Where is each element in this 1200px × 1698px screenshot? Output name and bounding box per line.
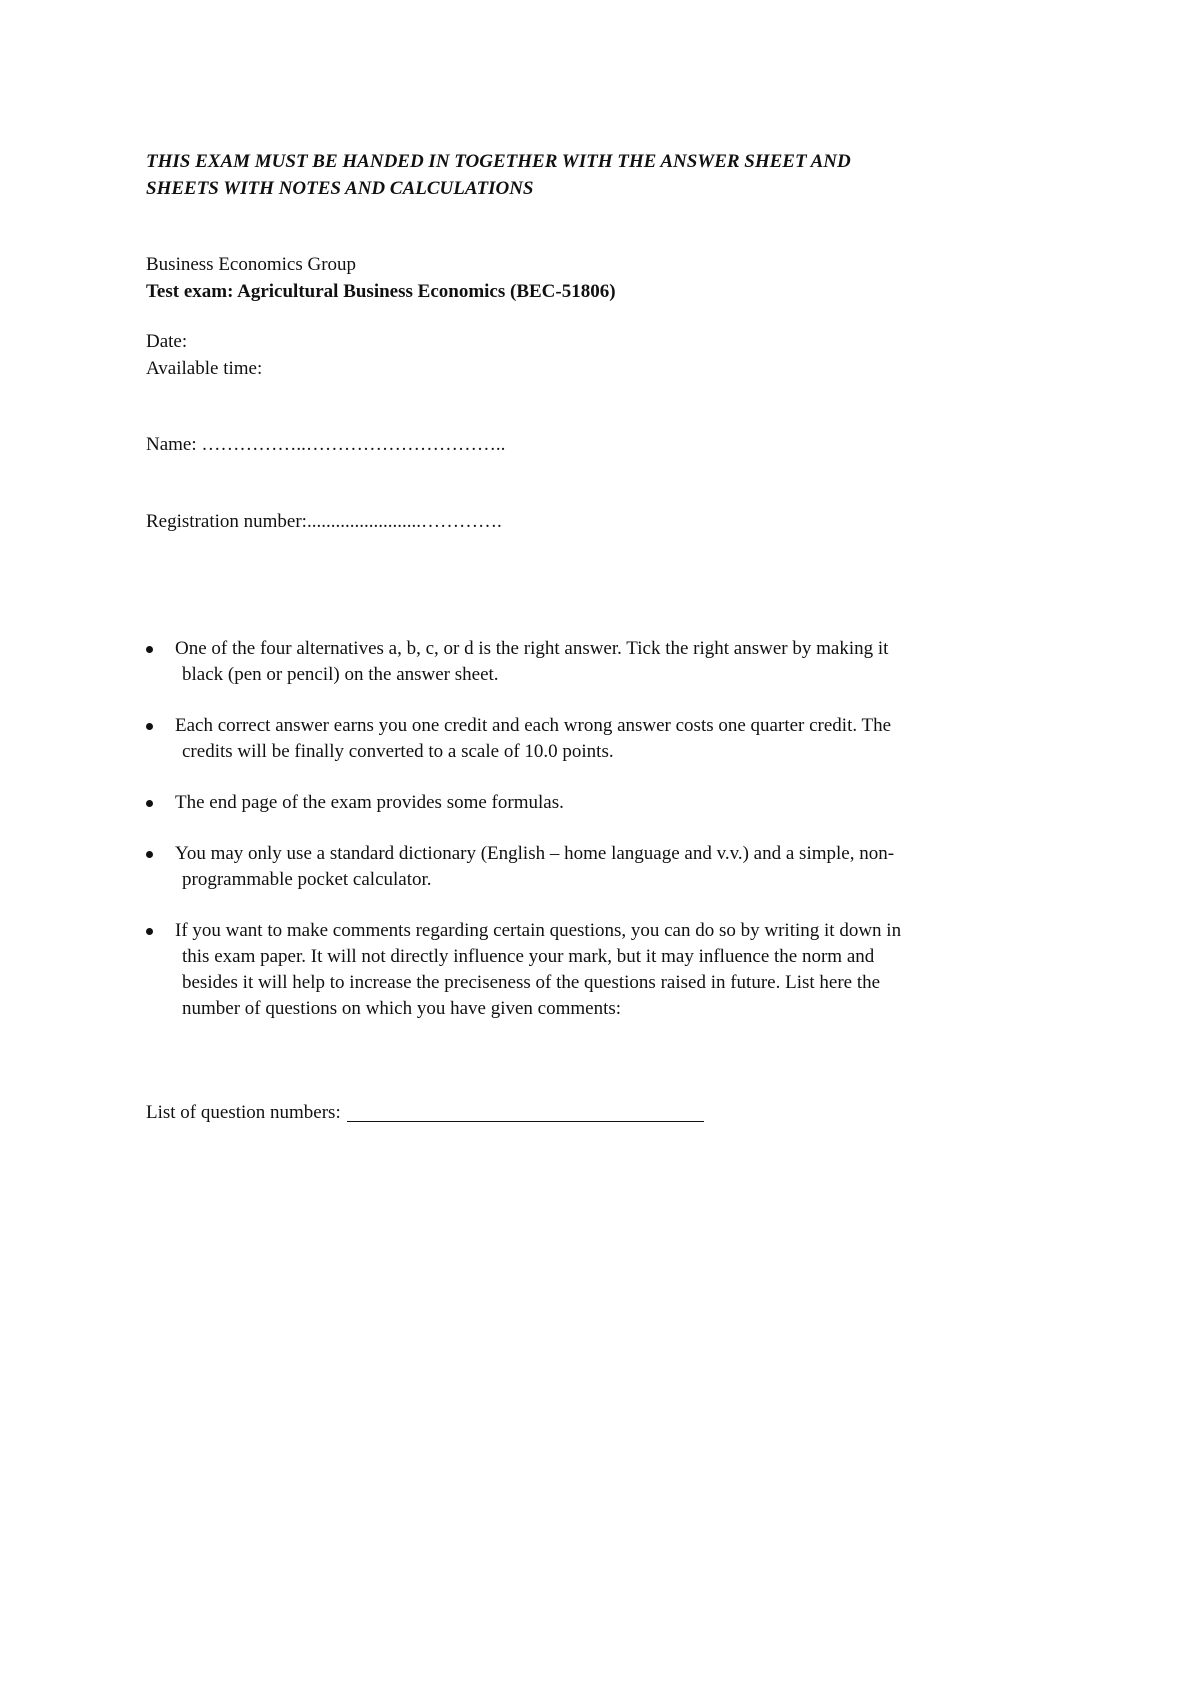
- question-numbers-label: List of question numbers:: [146, 1102, 341, 1123]
- bullet-icon: [146, 723, 153, 730]
- bullet-icon: [146, 646, 153, 653]
- instruction-line: You may only use a standard dictionary (English – home language and v.v.) and a simple, non-: [175, 843, 895, 864]
- handin-notice-line-1: THIS EXAM MUST BE HANDED IN TOGETHER WITH THE ANSWER SHEET AND: [146, 151, 851, 172]
- available-time-label: Available time:: [146, 358, 263, 379]
- instruction-line: besides it will help to increase the preciseness of the questions raised in future. List here the: [182, 972, 881, 993]
- name-field: Name: ……………..…………………………..: [146, 434, 506, 455]
- handin-notice-line-2: SHEETS WITH NOTES AND CALCULATIONS: [146, 178, 534, 199]
- date-label: Date:: [146, 331, 188, 352]
- instructions-list: [146, 636, 1046, 1047]
- instruction-line: this exam paper. It will not directly influence your mark, but it may influence the norm and: [182, 946, 875, 967]
- question-numbers-blank-line: [347, 1120, 704, 1122]
- bullet-icon: [146, 928, 153, 935]
- instruction-item: [146, 790, 1046, 816]
- instruction-item: [146, 841, 1046, 893]
- instruction-line: If you want to make comments regarding certain questions, you can do so by writing it down in: [175, 920, 902, 941]
- instruction-item: [146, 918, 1046, 1022]
- instruction-item: [146, 636, 1046, 688]
- question-numbers-row: [146, 1099, 704, 1126]
- instruction-line: Each correct answer earns you one credit and each wrong answer costs one quarter credit. The: [175, 715, 892, 736]
- instruction-line: One of the four alternatives a, b, c, or d is the right answer. Tick the right answer by making it: [175, 638, 889, 659]
- instruction-line: The end page of the exam provides some formulas.: [175, 792, 564, 813]
- bullet-icon: [146, 851, 153, 858]
- bullet-icon: [146, 800, 153, 807]
- instruction-line: number of questions on which you have given comments:: [182, 998, 622, 1019]
- instruction-line: credits will be finally converted to a scale of 10.0 points.: [182, 741, 614, 762]
- handin-notice: [146, 148, 1046, 202]
- exam-title: Test exam: Agricultural Business Economics (BEC-51806): [146, 281, 616, 302]
- instruction-item: [146, 713, 1046, 765]
- instruction-line: programmable pocket calculator.: [182, 869, 432, 890]
- instruction-line: black (pen or pencil) on the answer sheet.: [182, 664, 499, 685]
- registration-number-field: Registration number:........................………….: [146, 511, 502, 532]
- department-name: Business Economics Group: [146, 254, 357, 275]
